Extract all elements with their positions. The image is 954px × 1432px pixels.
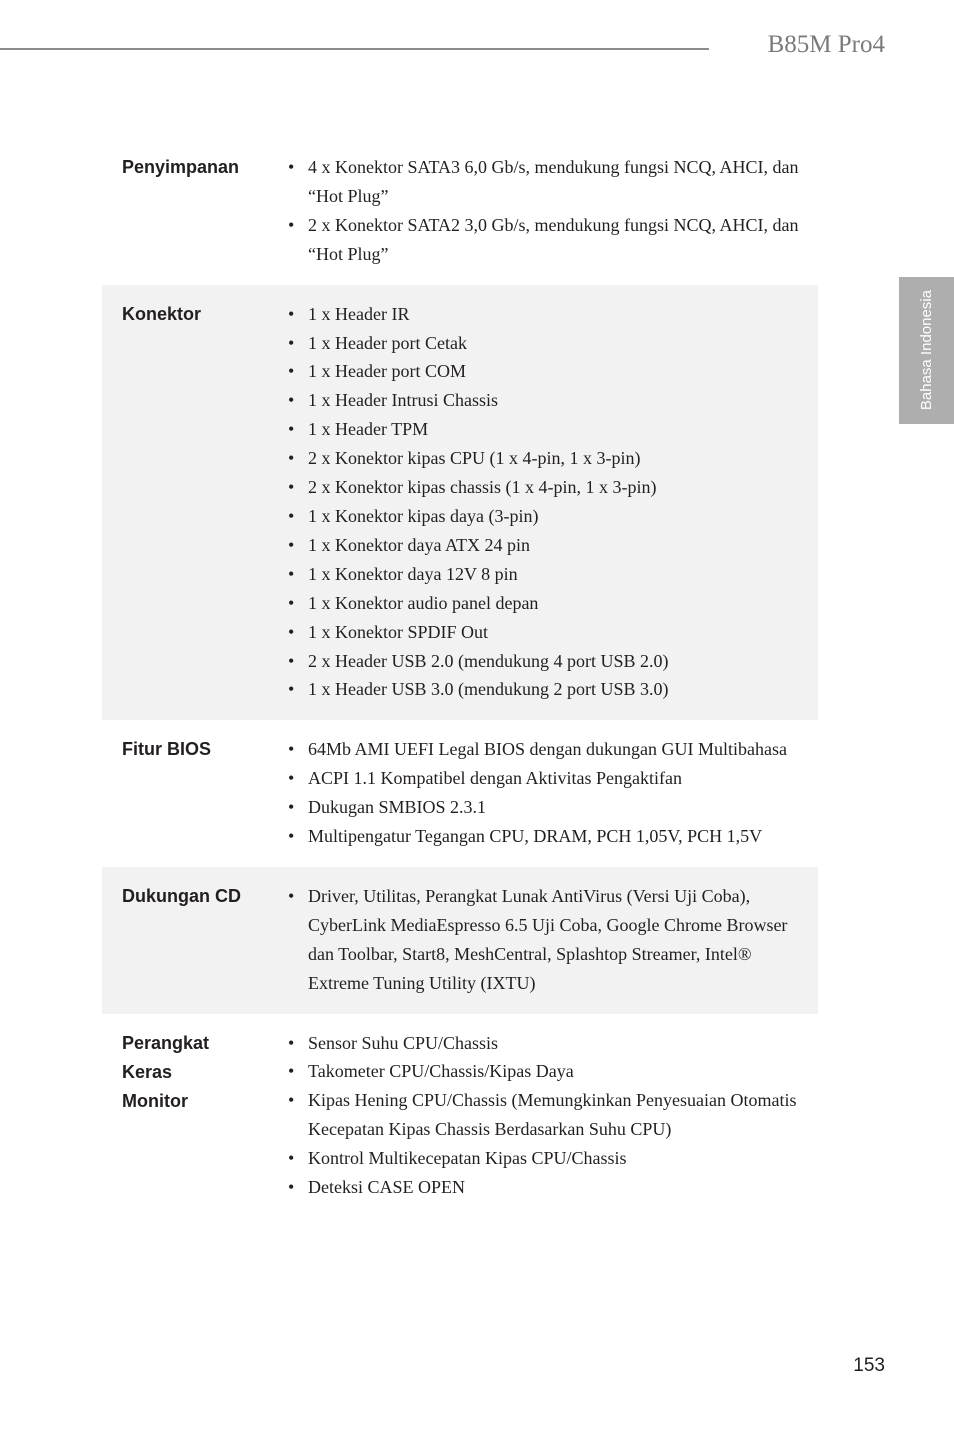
spec-item: • 1 x Konektor daya ATX 24 pin xyxy=(286,531,808,560)
language-tab-label: Bahasa Indonesia xyxy=(918,290,935,411)
spec-list xyxy=(286,1029,808,1202)
section-label: Perangkat Keras Monitor xyxy=(122,1032,210,1111)
page-number: 153 xyxy=(853,1355,885,1376)
spec-section-bios xyxy=(102,720,818,867)
spec-section-hardware-monitor xyxy=(102,1014,818,1218)
spec-item: • ACPI 1.1 Kompatibel dengan Aktivitas Pengaktifan xyxy=(286,764,808,793)
header-rule xyxy=(0,48,709,50)
spec-item: • 1 x Header port Cetak xyxy=(286,329,808,358)
spec-item: • 1 x Header TPM xyxy=(286,415,808,444)
spec-item: • 1 x Konektor audio panel depan xyxy=(286,589,808,618)
spec-list xyxy=(286,882,808,998)
spec-list xyxy=(286,153,808,269)
spec-item: • Sensor Suhu CPU/Chassis xyxy=(286,1029,808,1058)
spec-item: • 64Mb AMI UEFI Legal BIOS dengan dukungan GUI Multibahasa xyxy=(286,735,808,764)
spec-item: • 2 x Konektor kipas chassis (1 x 4-pin, 1 x 3-pin) xyxy=(286,473,808,502)
spec-section-storage xyxy=(102,138,818,285)
spec-item: • Deteksi CASE OPEN xyxy=(286,1173,808,1202)
spec-item: • Dukugan SMBIOS 2.3.1 xyxy=(286,793,808,822)
spec-item: • Multipengatur Tegangan CPU, DRAM, PCH 1,05V, PCH 1,5V xyxy=(286,822,808,851)
spec-item: • 4 x Konektor SATA3 6,0 Gb/s, mendukung fungsi NCQ, AHCI, dan “Hot Plug” xyxy=(286,153,808,211)
spec-item: • 1 x Header Intrusi Chassis xyxy=(286,386,808,415)
spec-item: • Takometer CPU/Chassis/Kipas Daya xyxy=(286,1057,808,1086)
spec-section-connectors xyxy=(102,285,818,721)
spec-item: • 1 x Konektor SPDIF Out xyxy=(286,618,808,647)
spec-item: • 2 x Konektor kipas CPU (1 x 4-pin, 1 x 3-pin) xyxy=(286,444,808,473)
spec-item: • 2 x Header USB 2.0 (mendukung 4 port USB 2.0) xyxy=(286,647,808,676)
section-label: Fitur BIOS xyxy=(122,739,211,760)
section-label: Konektor xyxy=(122,303,202,324)
spec-list xyxy=(286,300,808,705)
spec-item: • 1 x Konektor kipas daya (3-pin) xyxy=(286,502,808,531)
language-tab xyxy=(899,277,954,424)
spec-item: • 1 x Header USB 3.0 (mendukung 2 port USB 3.0) xyxy=(286,675,808,704)
spec-item: • 2 x Konektor SATA2 3,0 Gb/s, mendukung fungsi NCQ, AHCI, dan “Hot Plug” xyxy=(286,211,808,269)
spec-item: • 1 x Konektor daya 12V 8 pin xyxy=(286,560,808,589)
spec-item: • 1 x Header IR xyxy=(286,300,808,329)
spec-list xyxy=(286,735,808,851)
spec-item: • Driver, Utilitas, Perangkat Lunak AntiVirus (Versi Uji Coba), CyberLink MediaEspresso 6.5 Uji Coba, Google Chrome Browser dan Toolbar, Start8, MeshCentral, Splashtop Streamer, Intel® Extreme Tuning Utility (IXTU) xyxy=(286,882,808,998)
spec-item: • Kipas Hening CPU/Chassis (Memungkinkan Penyesuaian Otomatis Kecepatan Kipas Chassis Berdasarkan Suhu CPU) xyxy=(286,1086,808,1144)
model-name: B85M Pro4 xyxy=(767,31,885,58)
section-label: Penyimpanan xyxy=(122,157,240,177)
spec-section-cd-support xyxy=(102,867,818,1014)
spec-table xyxy=(102,138,818,1218)
section-label: Dukungan CD xyxy=(122,885,241,906)
spec-item: • 1 x Header port COM xyxy=(286,357,808,386)
spec-item: • Kontrol Multikecepatan Kipas CPU/Chassis xyxy=(286,1144,808,1173)
